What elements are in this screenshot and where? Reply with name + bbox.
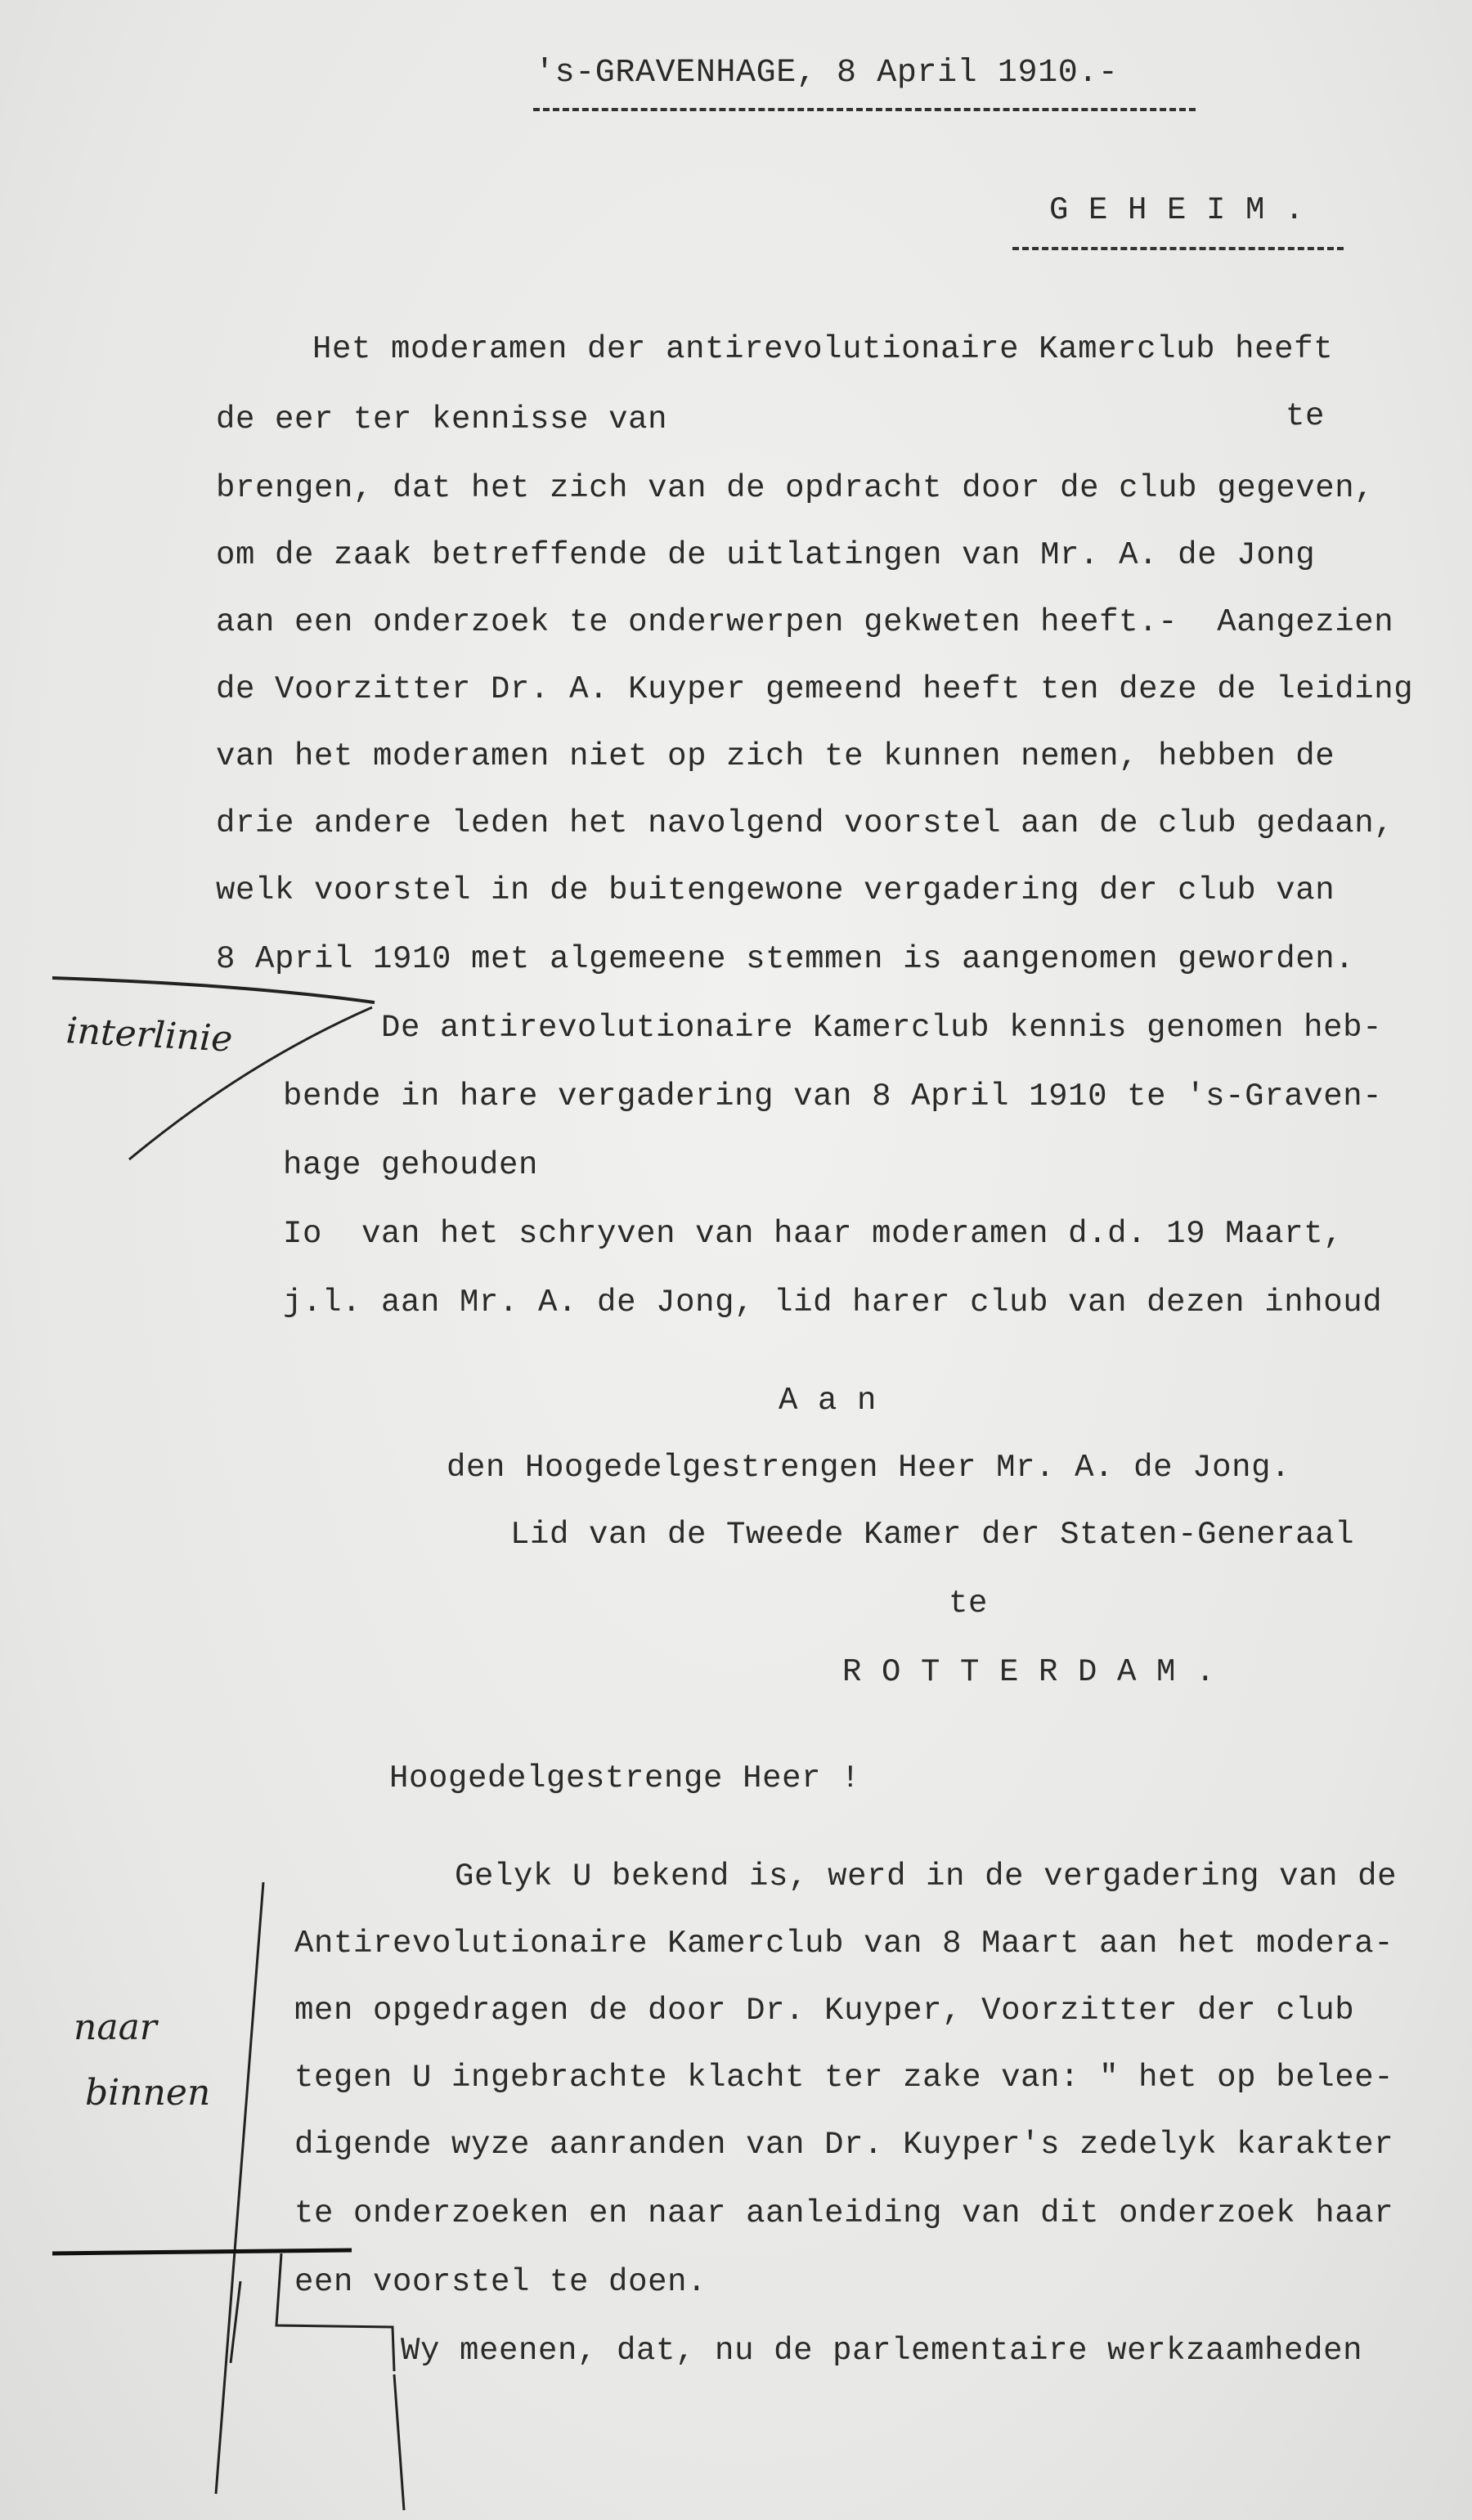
salutation: Hoogedelgestrenge Heer ! [389,1760,861,1796]
dateline: 's-GRAVENHAGE, 8 April 1910.- [535,55,1119,92]
text-line: hage gehouden [283,1147,539,1183]
pencil-bracket-line [52,978,375,1002]
text-line: men opgedragen de door Dr. Kuyper, Voorzitter der club [294,1993,1355,2029]
pencil-horizontal-line [52,2250,352,2253]
text-line: een voorstel te doen. [294,2264,707,2300]
text-line: tegen U ingebrachte klacht ter zake van: " het op belee- [294,2060,1394,2096]
margin-note-naar: naar [74,2007,157,2048]
pencil-vertical-line [216,1882,263,2494]
pencil-hook-line [276,2253,394,2371]
classification-geheim: G E H E I M . [1049,192,1305,228]
text-line: Antirevolutionaire Kamerclub van 8 Maart aan het modera- [294,1926,1394,1962]
text-line: Het moderamen der antirevolutionaire Kamerclub heeft [312,331,1334,367]
text-line: De antirevolutionaire Kamerclub kennis genomen heb- [381,1010,1383,1046]
text-line: Io van het schryven van haar moderamen d.d. 19 Maart, [283,1216,1344,1252]
text-line: de eer ter kennisse van [216,401,668,437]
text-line: Wy meenen, dat, nu de parlementaire werkzaamheden [401,2333,1363,2369]
address-line: A a n [779,1383,877,1419]
address-line: Lid van de Tweede Kamer der Staten-Generaal [510,1517,1355,1553]
pencil-lower-line [394,2374,404,2510]
text-line: drie andere leden het navolgend voorstel aan de club gedaan, [216,805,1394,841]
text-line: de Voorzitter Dr. A. Kuyper gemeend heeft ten deze de leiding [216,671,1414,707]
text-line: aan een onderzoek te onderwerpen gekweten heeft.- Aangezien [216,604,1394,640]
text-line: 8 April 1910 met algemeene stemmen is aangenomen geworden. [216,941,1355,977]
text-line: j.l. aan Mr. A. de Jong, lid harer club van dezen inhoud [283,1285,1383,1321]
text-line: om de zaak betreffende de uitlatingen van Mr. A. de Jong [216,537,1316,573]
text-line: welk voorstel in de buitengewone vergadering der club van [216,872,1335,908]
text-line: te [1286,398,1326,434]
text-line: van het moderamen niet op zich te kunnen nemen, hebben de [216,738,1335,774]
margin-note-binnen: binnen [85,2072,211,2114]
address-line: R O T T E R D A M . [842,1654,1216,1690]
text-line: digende wyze aanranden van Dr. Kuyper's zedelyk karakter [294,2127,1394,2163]
text-line: bende in hare vergadering van 8 April 1910 te 's-Graven- [283,1078,1383,1114]
address-line: te [949,1585,989,1621]
margin-note-interlinie: interlinie [65,1010,234,1060]
text-line: te onderzoeken en naar aanleiding van dit onderzoek haar [294,2195,1394,2231]
address-line: den Hoogedelgestrengen Heer Mr. A. de Jong. [447,1450,1291,1486]
text-line: brengen, dat het zich van de opdracht door de club gegeven, [216,470,1375,506]
text-line: Gelyk U bekend is, werd in de vergadering van de [455,1859,1398,1894]
